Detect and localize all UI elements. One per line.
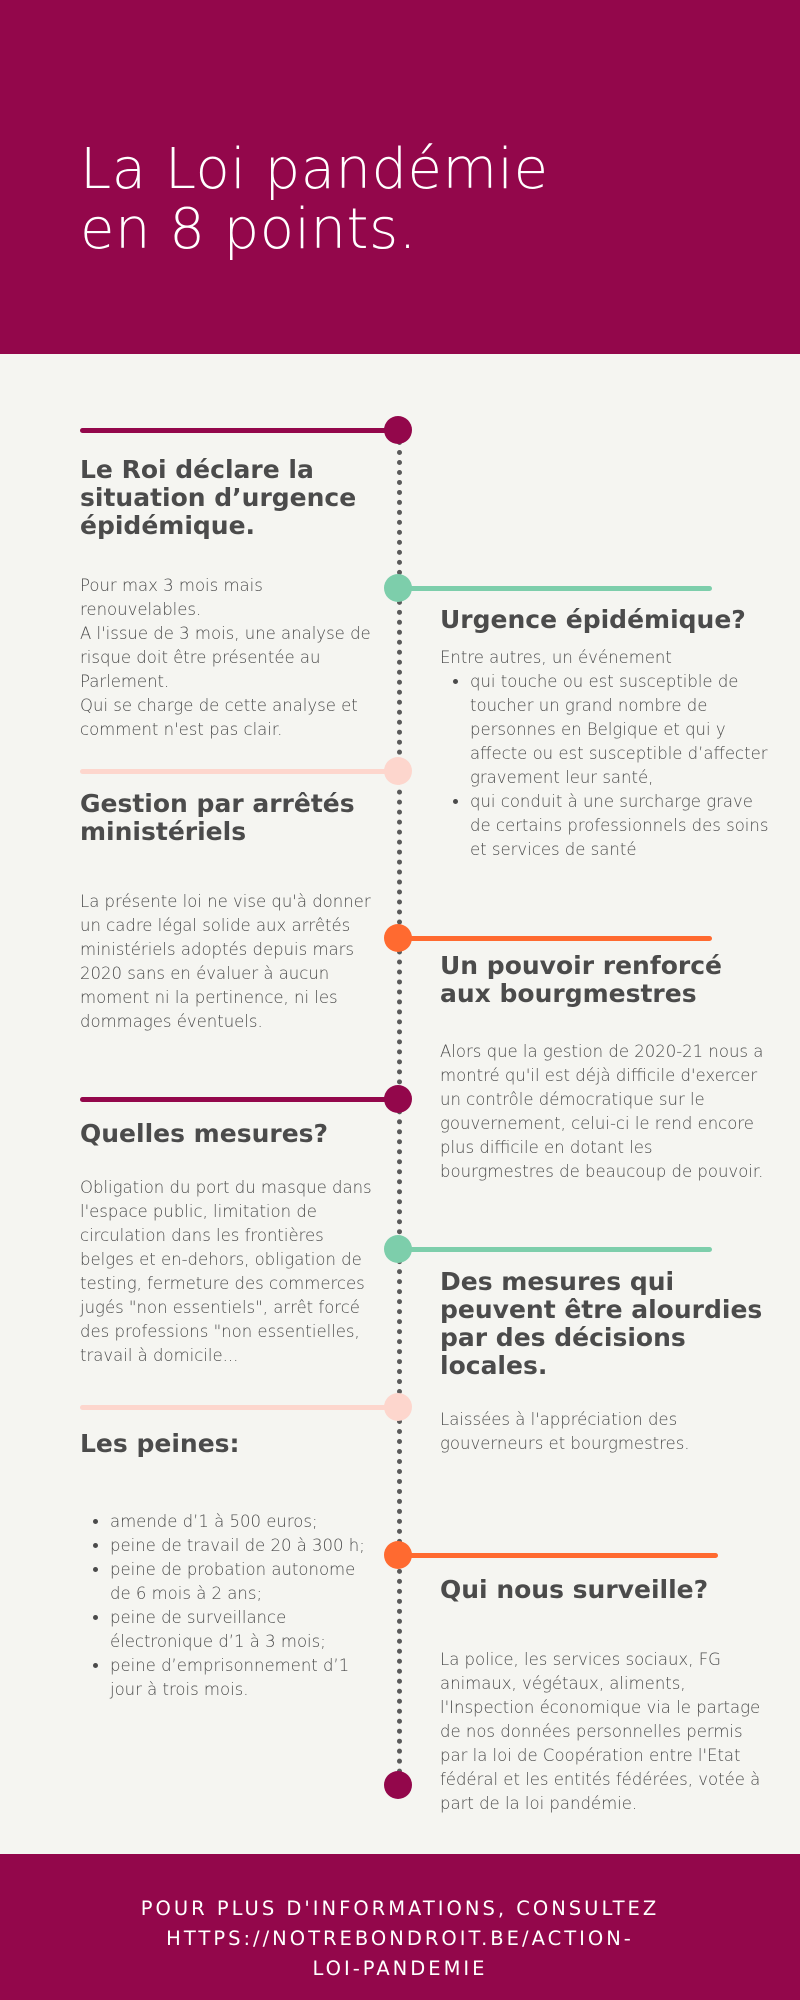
point-1-line-2: A l'issue de 3 mois, une analyse de risque doit être présentée au Parlement. xyxy=(80,624,371,691)
point-1-line-1: Pour max 3 mois mais renouvelables. xyxy=(80,576,263,619)
list-item: • peine de probation autonome de 6 mois à 2 ans; xyxy=(110,1558,380,1606)
point-8-text: La police, les services sociaux, FG animaux, végétaux, aliments, l'Inspection économique via le partage de nos données personnelles permis par la loi de Coopération entre l'Etat fédéral et les entités fédérées, votée à part de la loi pandémie. xyxy=(440,1650,761,1813)
footer-link-line-2[interactable]: LOI-PANDEMIE xyxy=(312,1957,488,1980)
point-2-dot xyxy=(384,574,412,602)
point-1-bar xyxy=(80,428,398,433)
point-6-text: Laissées à l'appréciation des gouverneurs et bourgmestres. xyxy=(440,1410,690,1453)
point-8-dot xyxy=(384,1541,412,1569)
point-3-bar xyxy=(80,769,398,774)
point-7-bar xyxy=(80,1405,398,1410)
point-5-text: Obligation du port du masque dans l'espace public, limitation de circulation dans les frontières belges et en-dehors, obligation de testing, fermeture des commerces jugés "non essentiels", arrêt forcé des professions "non essentielles, travail à domicile... xyxy=(80,1178,372,1365)
point-7-list xyxy=(80,1510,380,1702)
point-2-text xyxy=(440,646,770,862)
point-7-text xyxy=(80,1510,380,1702)
point-5-title: Quelles mesures? xyxy=(80,1119,329,1148)
footer-text xyxy=(60,1894,740,1984)
timeline-end-dot xyxy=(384,1771,412,1799)
point-7-title: Les peines: xyxy=(80,1429,240,1458)
list-item: • peine de travail de 20 à 300 h; xyxy=(110,1534,380,1558)
point-4-bar xyxy=(398,936,712,941)
point-2-bar xyxy=(398,586,712,591)
point-4-title: Un pouvoir renforcé aux bourgmestres xyxy=(440,951,722,1008)
point-3-text: La présente loi ne vise qu'à donner un cadre légal solide aux arrêtés ministériels adoptés depuis mars 2020 sans en évaluer à aucun moment ni la pertinence, ni les dommages éventuels. xyxy=(80,892,371,1031)
list-item: • qui touche ou est susceptible de toucher un grand nombre de personnes en Belgique et qui y affecte ou est susceptible d’affecter gravement leur santé, xyxy=(470,670,770,790)
page-title xyxy=(80,137,720,262)
point-8-bar xyxy=(398,1553,718,1558)
point-2-list xyxy=(440,670,770,862)
point-4-text: Alors que la gestion de 2020-21 nous a montré qu'il est déjà difficile d'exercer un contrôle démocratique sur le gouvernement, celui-ci le rend encore plus difficile en dotant les bourgmestres de beaucoup de pouvoir. xyxy=(440,1042,764,1181)
point-6-title: Des mesures qui peuvent être alourdies par des décisions locales. xyxy=(440,1267,763,1380)
point-1-title: Le Roi déclare la situation d’urgence épidémique. xyxy=(80,455,357,540)
point-3-dot xyxy=(384,757,412,785)
list-item: • peine d’emprisonnement d’1 jour à trois mois. xyxy=(110,1654,380,1702)
title-line-2: en 8 points. xyxy=(80,197,417,262)
point-5-dot xyxy=(384,1085,412,1113)
point-2-title: Urgence épidémique? xyxy=(440,605,746,634)
list-item: • peine de surveillance électronique d’1 à 3 mois; xyxy=(110,1606,380,1654)
list-item: • amende d’1 à 500 euros; xyxy=(110,1510,380,1534)
list-item: • qui conduit à une surcharge grave de certains professionnels des soins et services de santé xyxy=(470,790,770,862)
point-6-dot xyxy=(384,1235,412,1263)
footer-line-1: POUR PLUS D'INFORMATIONS, CONSULTEZ xyxy=(140,1897,660,1920)
point-1-line-3: Qui se charge de cette analyse et comment n'est pas clair. xyxy=(80,696,358,739)
point-7-dot xyxy=(384,1393,412,1421)
point-8-title: Qui nous surveille? xyxy=(440,1575,709,1604)
point-4-dot xyxy=(384,924,412,952)
point-2-intro: Entre autres, un événement xyxy=(440,648,672,667)
title-line-1: La Loi pandémie xyxy=(80,137,549,202)
point-6-bar xyxy=(398,1247,712,1252)
footer-link-line-1[interactable]: HTTPS://NOTREBONDROIT.BE/ACTION- xyxy=(166,1927,634,1950)
point-1-text xyxy=(80,574,380,742)
point-5-bar xyxy=(80,1097,398,1102)
point-1-dot xyxy=(384,416,412,444)
point-3-title: Gestion par arrêtés ministériels xyxy=(80,789,355,846)
